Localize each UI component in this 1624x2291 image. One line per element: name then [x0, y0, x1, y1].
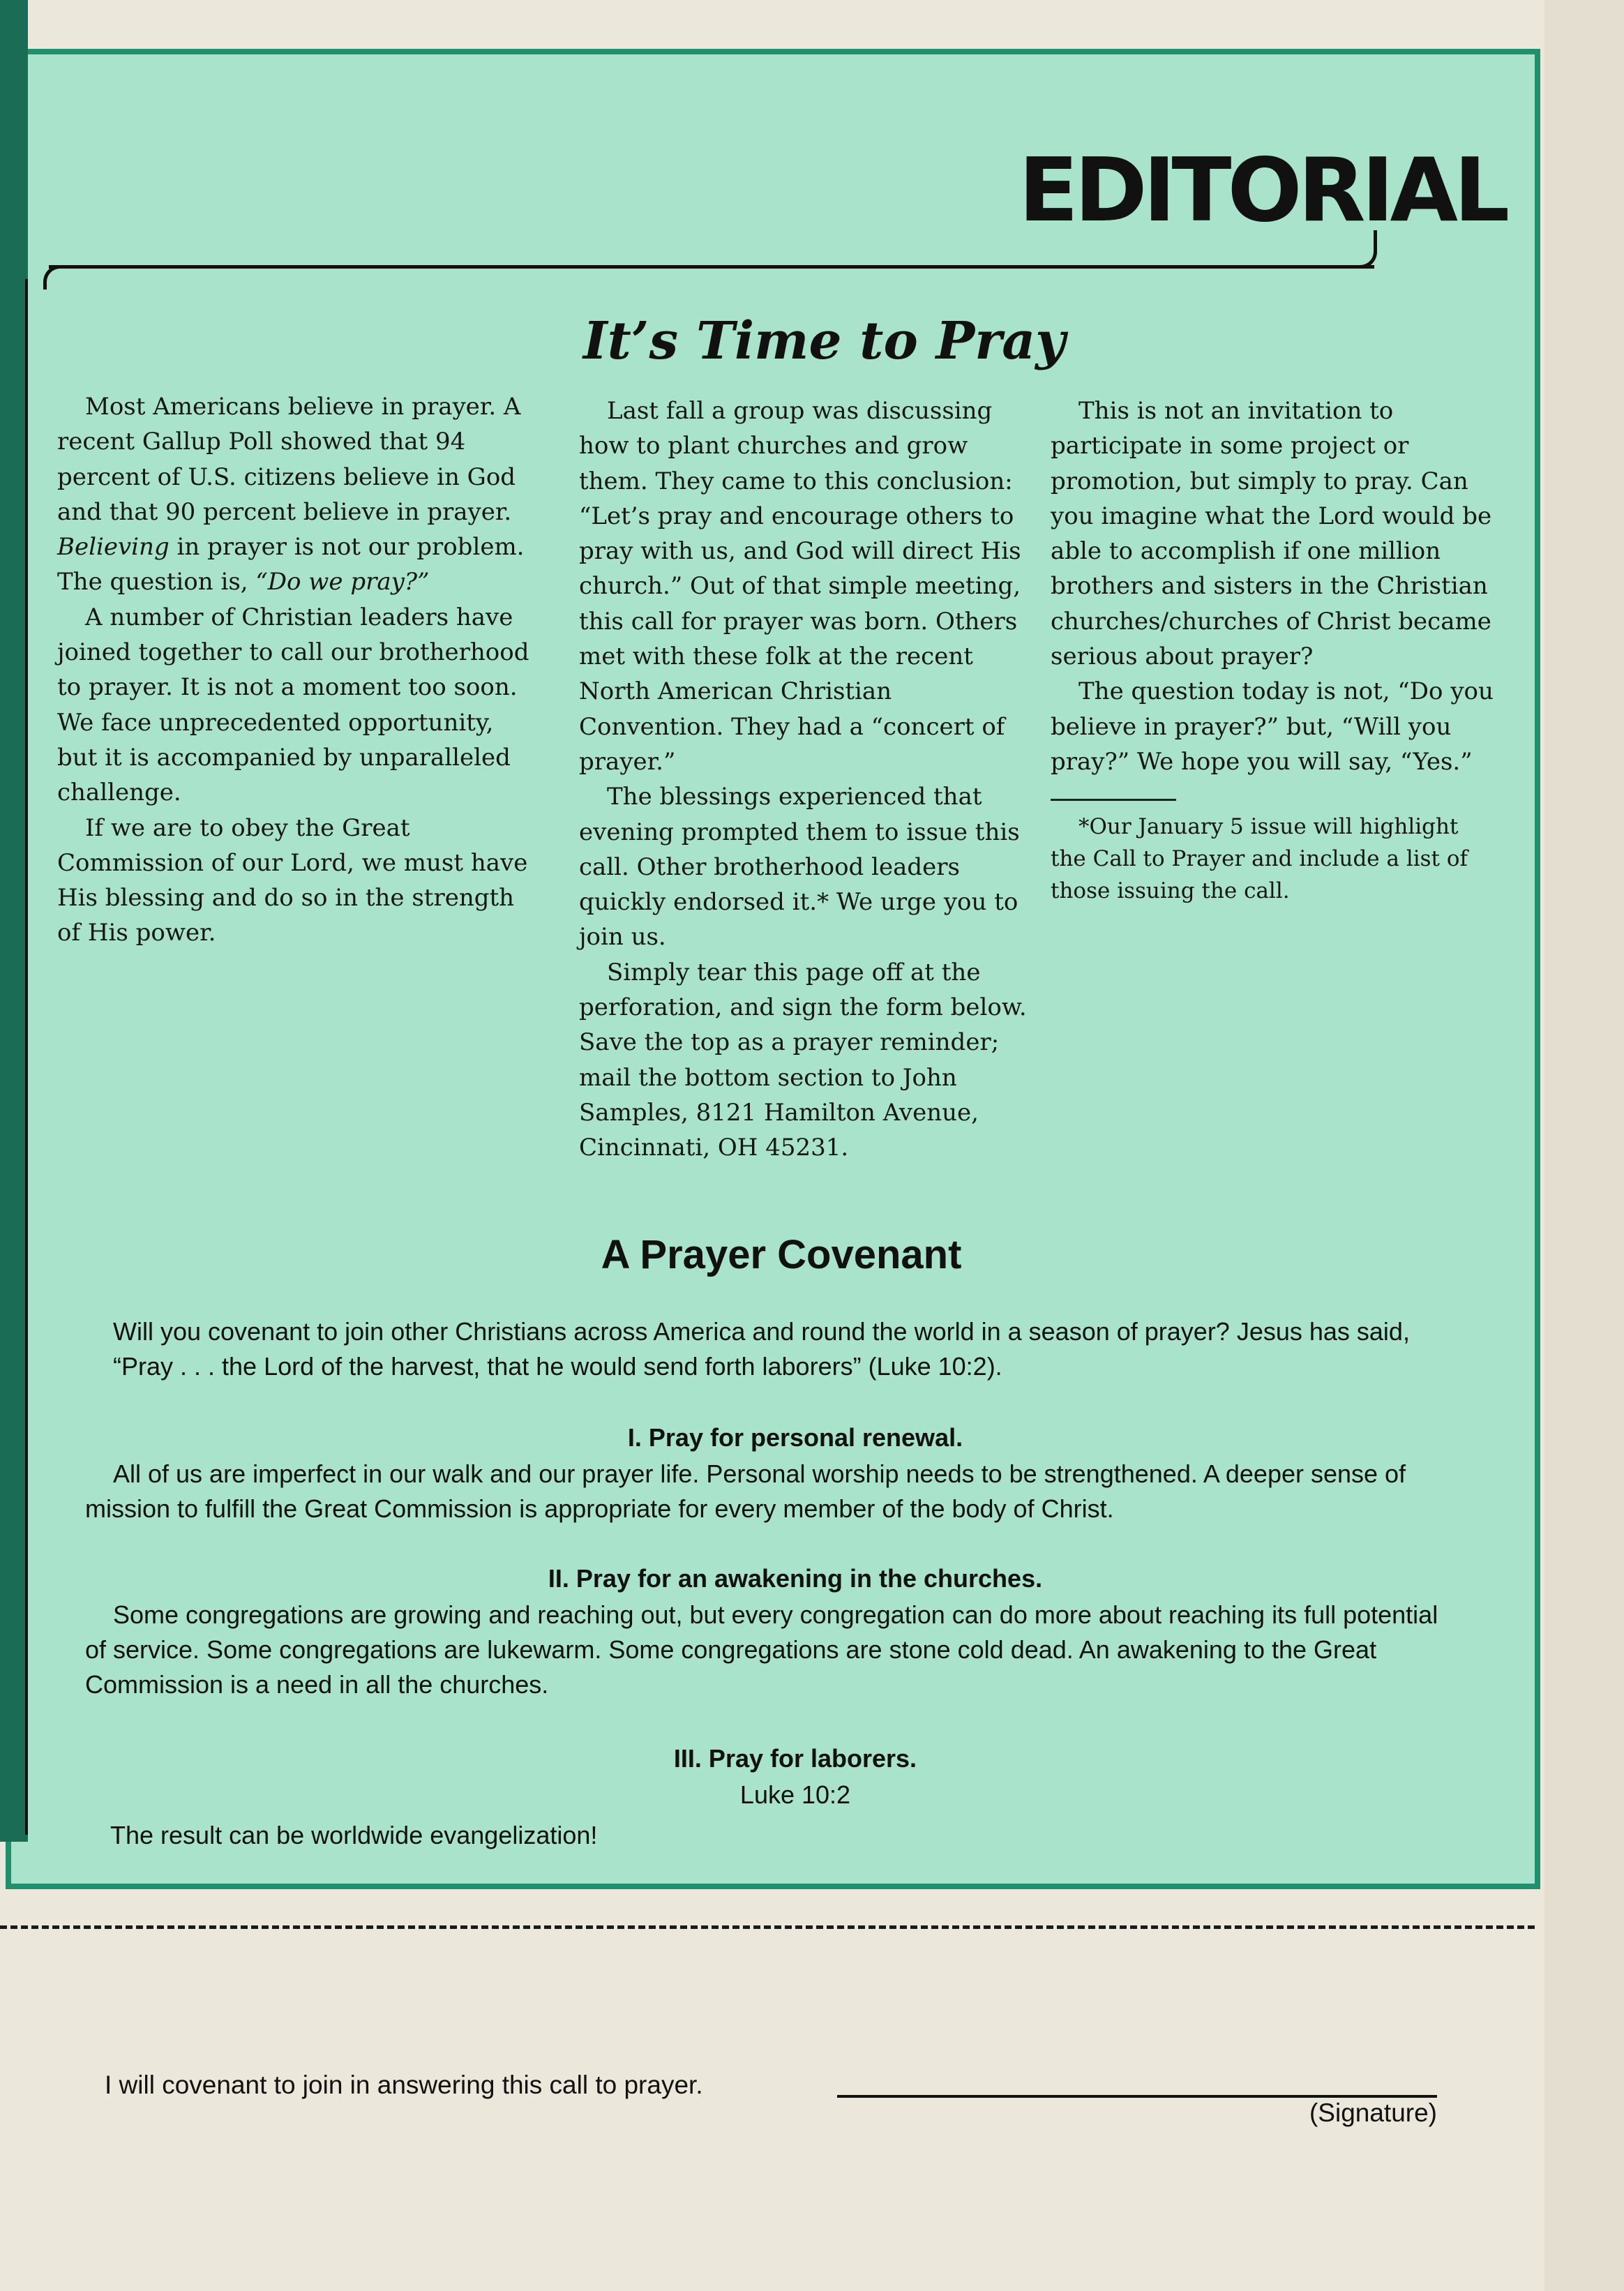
- article-column-2: [579, 393, 1039, 1166]
- article-paragraph: Simply tear this page off at the perforation, and sign the form below. Save the top as a prayer reminder; mail the bottom section to John Samples, 8121 Hamilton Avenue, Cincinnati, OH 45231.: [579, 958, 1027, 1162]
- article-paragraph: This is not an invitation to participate in some project or promotion, but simply to pray. Can you imagine what the Lord would be able to accomplish if one million brothers and sisters in the Christian churches/churches of Christ became serious about prayer?: [1051, 397, 1492, 671]
- covenant-heading-2: II. Pray for an awakening in the churches.: [548, 1564, 1043, 1593]
- article-column-3: [1051, 393, 1497, 907]
- covenant-result: The result can be worldwide evangelization!: [110, 1821, 598, 1849]
- covenant-statement: I will covenant to join in answering this call to prayer.: [105, 2071, 703, 2099]
- signature-label: (Signature): [1309, 2098, 1437, 2127]
- covenant-title: A Prayer Covenant: [601, 1232, 962, 1277]
- covenant-intro: Will you covenant to join other Christians across America and round the world in a season of prayer? Jesus has said, “Pray . . . the Lord of the harvest, that he would send forth laborers” (Luke 10:2).: [113, 1317, 1410, 1381]
- masthead-logo: EDITORIAL: [1018, 139, 1506, 241]
- footnote-rule: [1051, 799, 1176, 801]
- page-right-edge: [1544, 0, 1624, 2291]
- article-paragraph: Most Americans believe in prayer. A recent Gallup Poll showed that 94 percent of U.S. citizens believe in God and that 90 percent believe in prayer. Believing in prayer is not our problem. The question is, “Do we pray?”: [57, 393, 525, 596]
- article-title: It’s Time to Pray: [583, 311, 1066, 371]
- left-rule: [25, 279, 28, 1835]
- page-left-edge: [0, 0, 28, 1842]
- perforation-line[interactable]: [0, 1925, 1535, 1929]
- covenant-heading-1: I. Pray for personal renewal.: [627, 1423, 963, 1452]
- article-paragraph: A number of Christian leaders have joined together to call our brotherhood to prayer. It is not a moment too soon. We face unprecedented opportunity, but it is accompanied by unparalleled challenge.: [57, 603, 529, 807]
- article-paragraph: If we are to obey the Great Commission of our Lord, we must have His blessing and do so in the strength of His power.: [57, 813, 528, 947]
- article-paragraph: Last fall a group was discussing how to plant churches and grow them. They came to this conclusion: “Let’s pray and encourage others to pray with us, and God will direct His church.” Out of that simple meeting, this call for prayer was born. Others met with these folk at the recent North American Christian Convention. They had a “concert of prayer.”: [579, 397, 1021, 776]
- header-rule: [49, 265, 1374, 269]
- article-paragraph: The blessings experienced that evening prompted them to issue this call. Other brotherhood leaders quickly endorsed it.* We urge you to join us.: [579, 783, 1020, 952]
- covenant-body-1: All of us are imperfect in our walk and our prayer life. Personal worship needs to be strengthened. A deeper sense of mission to fulfill the Great Commission is appropriate for every member of the body of Christ.: [85, 1459, 1406, 1523]
- article-column-1: [57, 389, 532, 951]
- covenant-body-2: Some congregations are growing and reaching out, but every congregation can do more about reaching its full potential of service. Some congregations are lukewarm. Some congregations are stone cold dead. An awakening to the Great Commission is a need in all the churches.: [85, 1600, 1438, 1699]
- emphasis: “Do we pray?”: [255, 568, 430, 596]
- covenant-heading-3: III. Pray for laborers.: [673, 1744, 917, 1773]
- signature-line[interactable]: [837, 2095, 1437, 2098]
- emphasis: Believing: [57, 533, 170, 562]
- article-paragraph: The question today is not, “Do you believe in prayer?” but, “Will you pray?” We hope you will say, “Yes.”: [1051, 677, 1494, 776]
- covenant-body-3: Luke 10:2: [739, 1780, 851, 1809]
- footnote: *Our January 5 issue will highlight the Call to Prayer and include a list of those issuing the call.: [1051, 814, 1468, 904]
